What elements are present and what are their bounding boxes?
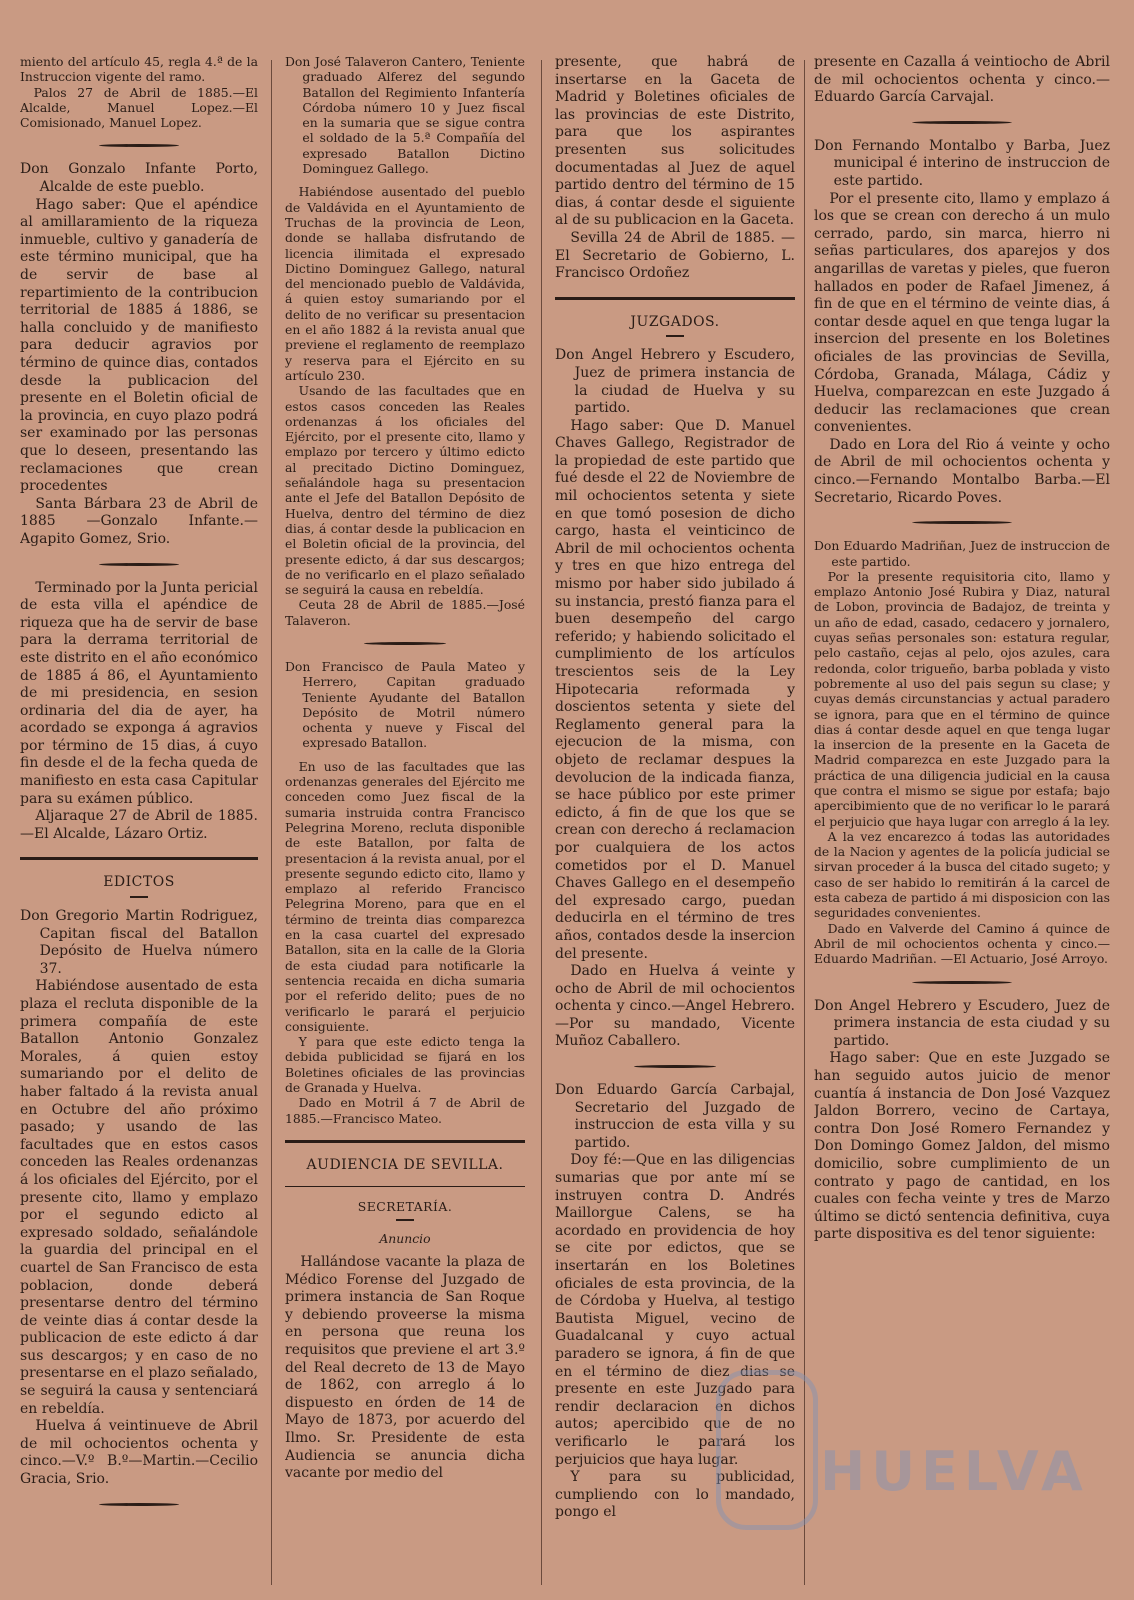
paragraph: Y para su publicidad, cumpliendo con lo mandado, pongo el [555, 1469, 795, 1521]
paragraph: Y para que este edicto tenga la debida publicidad se fijará en los Boletines oficiales de las provincias de Granada y Huelva. [285, 1034, 525, 1095]
signature-line: Dado en Lora del Rio á veinte y ocho de Abril de mil ochocientos ochenta y cinco.—Fernando Montalbo Barba.—El Secretario, Ricardo Poves. [814, 436, 1110, 506]
section-rule [20, 857, 258, 860]
section-heading: JUZGADOS. [630, 313, 720, 330]
column-1 [20, 54, 258, 1584]
paragraph: Doy fé:—Que en las diligencias sumarias que por ante mí se instruyen contra D. Andrés Maillorgue Calens, se ha acordado en providencia de hoy se cite por edictos, que se insertarán en los Boletines oficiales de esta provincia, de la de Córdoba y Huelva, al testigo Bautista Miguel, vecino de Guadalcanal y cuyo actual paradero se ignora, á fin de que en el término de diez dias se presente en este Juzgado para rendir declaracion en dichos autos; apercibido que de no verificarlo le parará los perjuicios que haya lugar. [555, 1152, 795, 1468]
paragraph: Hago saber: Que en este Juzgado se han seguido autos juicio de menor cuantía á instancia de Don José Vazquez Jaldon Borrero, vecino de Cartaya, contra Don José Romero Fernandez y Don Domingo Gomez Jaldon, del mismo domicilio, sobre cumplimiento de un contrato y pago de cantidad, en los cuales con fecha veinte y tres de Marzo último se dictó sentencia definitiva, cuya parte dispositiva es del tenor siguiente: [814, 1050, 1110, 1243]
section-rule [285, 1140, 525, 1143]
dash-divider [130, 896, 148, 898]
signature-line: Dado en Motril á 7 de Abril de 1885.—Francisco Mateo. [285, 1095, 525, 1126]
library-stamp [716, 1370, 818, 1530]
signature-line: Huelva á veintinueve de Abril de mil ochocientos ochenta y cinco.—V.º B.º—Martin.—Cecilio Gracia, Srio. [20, 1418, 258, 1488]
signature-line: Sevilla 24 de Abril de 1885. —El Secretario de Gobierno, L. Francisco Ordoñez [555, 229, 795, 282]
column-3 [555, 54, 795, 1584]
ornament-divider [634, 1065, 716, 1068]
paragraph: presente, que habrá de insertarse en la Gaceta de Madrid y Boletines oficiales de las provincias de este Distrito, para que los aspirantes presenten sus solicitudes documentadas al Juez de aquel partido dentro del término de 15 dias, á contar desde el siguiente al de su publicacion en la Gaceta. [555, 54, 795, 229]
notice-heading: Don Angel Hebrero y Escudero, Juez de primera instancia de la ciudad de Huelva y su partido. [555, 347, 795, 417]
dash-divider [666, 335, 684, 337]
paragraph: Palos 27 de Abril de 1885.—El Alcalde, Manuel Lopez.—El Comisionado, Manuel Lopez. [20, 84, 258, 131]
signature-line: Dado en Huelva á veinte y ocho de Abril de mil ochocientos ochenta y cinco.—Angel Hebrero.—Por su mandado, Vicente Muñoz Caballero. [555, 963, 795, 1050]
paragraph: En uso de las facultades que las ordenanzas generales del Ejército me conceden como Juez fiscal de la sumaria instruida contra Francisco Pelegrina Moreno, recluta disponible de este Batallon, por falta de presentacion á la revista anual, por el presente segundo edicto cito, llamo y emplazo al referido Francisco Pelegrina Moreno, para que en el término de treinta dias comparezca en la casa cuartel del expresado Batallon, sita en la calle de la Gloria de esta ciudad para notificarle la sentencia recaida en dicha sumaria por el referido delito; pues de no verificarlo le parará el perjuicio consiguiente. [285, 758, 525, 1034]
notice-heading: Don Fernando Montalbo y Barba, Juez municipal é interino de instruccion de este partido. [814, 137, 1110, 189]
notice-heading: Don Eduardo Madriñan, Juez de instruccion de este partido. [814, 538, 1110, 569]
paragraph: Por la presente requisitoria cito, llamo y emplazo Antonio José Rubira y Diaz, natural de Lobon, provincia de Badajoz, de treinta y un año de edad, casado, cedacero y jornalero, cuyas señas personales son: estatura regular, pelo castaño, cejas al pelo, ojos azules, cara redonda, color trigueño, barba poblada y visto pobremente al uso del pais segun su clase; y cuyas demás circunstancias y actual paradero se ignora, para que en el término de quince dias á contar desde aquel en que tenga lugar la insercion de la presente en la Gaceta de Madrid comparezca en este Juzgado para la práctica de una diligencia judicial en la causa que contra el mismo se sigue por estafa; bajo apercibimiento que de no verificar lo le parará el perjuicio que haya lugar con arreglo á la ley. [814, 568, 1110, 829]
notice-heading: Don Eduardo García Carbajal, Secretario del Juzgado de instruccion de esta villa y su partido. [555, 1082, 795, 1151]
paragraph: Habiéndose ausentado del pueblo de Valdávida en el Ayuntamiento de Truchas de la provincia de Leon, donde se hallaba disfrutando de licencia ilimitada el expresado Dictino Dominguez Gallego, natural del mencionado pueblo de Valdávida, á quien estoy sumariando por el delito de no verificar su presentacion en el año 1882 á la revista anual que previene el reglamento de reemplazo y reserva para el Ejército en su artículo 230. [285, 184, 525, 383]
watermark-text: HUELVA [820, 1440, 1089, 1503]
column-rule-3 [804, 60, 805, 1585]
notice-heading: Don Gonzalo Infante Porto, Alcalde de este pueblo. [20, 161, 258, 196]
column-2 [285, 54, 525, 1584]
section-rule [555, 297, 795, 300]
notice-heading: Don Angel Hebrero y Escudero, Juez de primera instancia de esta ciudad y su partido. [814, 997, 1110, 1049]
ornament-divider [912, 521, 1013, 524]
signature-line: Dado en Valverde del Camino á quince de Abril de mil ochocientos ochenta y cinco.—Eduardo Madriñan. —El Actuario, José Arroyo. [814, 920, 1110, 967]
column-rule-1 [271, 60, 272, 1585]
section-heading: AUDIENCIA DE SEVILLA. [306, 1156, 504, 1173]
column-rule-2 [541, 60, 542, 1585]
paragraph: Usando de las facultades que en estos casos conceden las Reales ordenanzas á los oficiales del Ejército, por el presente cito, llamo y emplazo por tercero y último edicto al precitado Dictino Dominguez, señalándole haga su presentacion ante el Jefe del Batallon Depósito de Huelva, dentro del término de diez dias, á contar desde la publicacion en el Boletin oficial de la provincia, del presente edicto, á dar sus descargos; de no verificarlo en el plazo señalado se seguirá la causa en rebeldía. [285, 383, 525, 598]
ornament-divider [912, 121, 1013, 124]
ornament-divider [99, 563, 180, 566]
ornament-divider [99, 144, 180, 147]
column-4 [814, 54, 1110, 1584]
section-heading: EDICTOS [103, 874, 175, 891]
signature-line: Aljaraque 27 de Abril de 1885. —El Alcalde, Lázaro Ortiz. [20, 808, 258, 842]
notice-heading: Don Gregorio Martin Rodriguez, Capitan fiscal del Batallon Depósito de Huelva número 37. [20, 908, 258, 977]
signature-line: presente en Cazalla á veintiocho de Abril de mil ochocientos ochenta y cinco.—Eduardo García Carvajal. [814, 54, 1110, 106]
paragraph: Hallándose vacante la plaza de Médico Forense del Juzgado de primera instancia de San Roque y debiendo proveerse la misma en persona que reuna los requisitos que previene el art 3.º del Real decreto de 13 de Mayo de 1862, con arreglo á lo dispuesto en órden de 14 de Mayo de 1873, por acuerdo del Ilmo. Sr. Presidente de esta Audiencia se anuncia dicha vacante por medio del [285, 1254, 525, 1482]
paragraph: Hago saber: Que el apéndice al amillaramiento de la riqueza inmueble, cultivo y ganadería de este término municipal, que ha de servir de base al repartimiento de la contribucion territorial de 1885 á 1886, se halla concluido y de manifiesto para deducir agravios por término de quince dias, contados desde la publicacion del presente en el Boletin oficial de la provincia, en cuyo plazo podrá ser examinado por las personas que lo deseen, presentando las reclamaciones que crean procedentes [20, 196, 258, 495]
ornament-divider [364, 642, 446, 645]
paragraph: Habiéndose ausentado de esta plaza el recluta disponible de la primera compañía de este Batallon Antonio Gonzalez Morales, á quien estoy sumariando por el delito de haber faltado á la revista anual en Octubre del año próximo pasado; y usando de las facultades que en estos casos conceden las Reales ordenanzas á los oficiales del Ejército, por el presente cito, llamo y emplazo por el segundo edicto al expresado soldado, señalándole la guardia del principal en el cuartel de San Francisco de esta poblacion, donde deberá presentarse dentro del término de veinte dias á contar desde la publicacion de este edicto á dar sus descargos; y en caso de no presentarse en el plazo señalado, se seguirá la causa y sentenciará en rebeldía. [20, 978, 258, 1417]
paragraph: Terminado por la Junta pericial de esta villa el apéndice de riqueza que ha de servir de base para la derrama territorial de este distrito en el año económico de 1885 á 86, el Ayuntamiento de mi presidencia, en sesion ordinaria del dia de ayer, ha acordado se exponga á agravios por término de 15 dias, á cuyo fin desde el de la fecha queda de manifiesto en esta casa Capitular para su exámen público. [20, 579, 258, 807]
announcement-label: Anuncio [379, 1230, 431, 1246]
notice-heading: Don Francisco de Paula Mateo y Herrero, Capitan graduado Teniente Ayudante del Batallon Depósito de Motril número ochenta y nueve y Fiscal del expresado Batallon. [285, 658, 525, 751]
dash-divider [396, 1219, 414, 1221]
paragraph: miento del artículo 45, regla 4.ª de la Instruccion vigente del ramo. [20, 54, 258, 85]
paragraph: Hago saber: Que D. Manuel Chaves Gallego, Registrador de la propiedad de este partido que fué desde el 22 de Noviembre de mil ochocientos setenta y siete en que tomó posesion de dicho cargo, hasta el veinticinco de Abril de mil ochocientos ochenta y tres en que hizo entrega del mismo por haber sido jubilado á su instancia, prestó fianza para el buen desempeño del cargo referido; y habiendo solicitado el cumplimiento de los artículos trescientos seis de la Ley Hipotecaria reformada y doscientos setenta y siete del Reglamento general para la ejecucion de la misma, con objeto de reclamar despues la devolucion de la indicada fianza, se hace público por este primer edicto, á fin de que los que se crean con derecho á reclamacion por cualquiera de los actos cometidos por el D. Manuel Chaves Gallego en el desempeño del expresado cargo, puedan deducirla en el término de tres años, contados desde la insercion del presente. [555, 417, 795, 962]
paragraph: Por el presente cito, llamo y emplazo á los que se crean con derecho á un mulo cerrado, pardo, sin marca, hierro ni señas particulares, dos aparejos y dos angarillas de varetas y pieles, que fueron hallados en poder de Rafael Jimenez, á fin de que en el término de veinte dias, á contar desde aquel en que tenga lugar la insercion del presente en los Boletines oficiales de las provincias de Sevilla, Córdoba, Granada, Málaga, Cádiz y Huelva, comparezcan en este Juzgado á deducir las reclamaciones que crean convenientes. [814, 190, 1110, 436]
subsection-heading: SECRETARÍA. [357, 1199, 453, 1215]
signature-line: Ceuta 28 de Abril de 1885.—José Talaveron. [285, 597, 525, 628]
paragraph: A la vez encarezco á todas las autoridades de la Nacion y agentes de la policía judicial se sirvan proceder á la busca del citado sugeto; y caso de ser habido lo remitirán á la carcel de esta cabeza de partido á mi disposicion con las seguridades convenientes. [814, 828, 1110, 921]
ornament-divider [99, 1503, 180, 1506]
section-rule [285, 1186, 525, 1187]
notice-heading: Don José Talaveron Cantero, Teniente graduado Alferez del segundo Batallon del Regimiento Infantería Córdoba número 10 y Juez fiscal en la sumaria que se sigue contra el soldado de la 5.ª Compañía del expresado Batallon Dictino Dominguez Gallego. [285, 54, 525, 177]
signature-line: Santa Bárbara 23 de Abril de 1885 —Gonzalo Infante.—Agapito Gomez, Srio. [20, 495, 258, 547]
ornament-divider [912, 981, 1013, 984]
